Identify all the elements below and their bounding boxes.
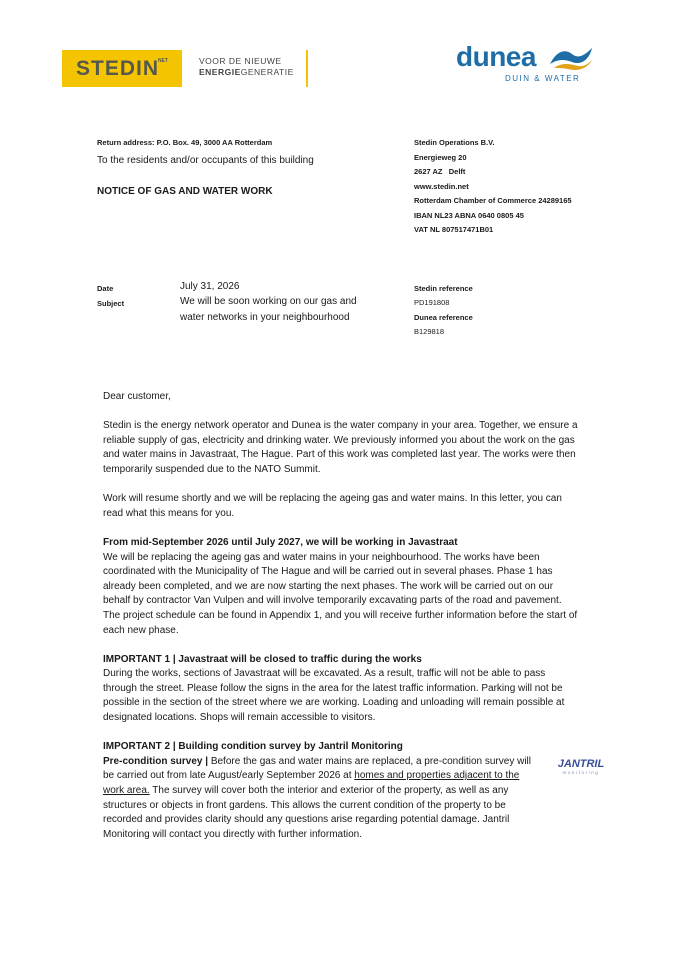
dunea-wave-icon bbox=[548, 42, 594, 72]
adjacent-properties-text: homes and properties adjacent to the work area. bbox=[103, 770, 520, 797]
subject-label: Subject bbox=[97, 299, 125, 308]
stedin-logo-suffix: NET bbox=[158, 58, 168, 64]
section-1-text: We will be replacing the ageing gas and water mains in your neighbourhood. The works have been coordinated with the Municipality of The Hague and will be carried out in several phases. Phase 1 has already been completed, and we are now starting the next phases. The work will be carried out on our behalf by contractor Van Vulpen and will involve temporarily excavating parts of the road and pavement. The project schedule can be found in Appendix 1, and you will receive further information before the start of each new phase. bbox=[103, 551, 578, 636]
date-label: Date bbox=[97, 284, 114, 293]
resume-paragraph: Work will resume shortly and we will be replacing the ageing gas and water mains. In this letter, you can read what this means for you. bbox=[103, 493, 562, 519]
dunea-logo-word: dunea bbox=[456, 41, 536, 72]
greeting: Dear customer, bbox=[103, 391, 171, 402]
addressee: To the residents and/or occupants of this building bbox=[97, 155, 314, 166]
stedin-tagline bbox=[199, 56, 294, 78]
sender-vat: VAT NL 807517471B01 bbox=[414, 225, 494, 234]
jantril-logo-word: JANTRIL bbox=[557, 758, 605, 770]
section-3-lead: Pre-condition survey | bbox=[103, 755, 209, 767]
jantril-logo-sub: monitoring bbox=[562, 770, 600, 775]
section-3-text: Pre-condition survey | Before the gas and water mains are replaced, a pre-condition survey will be carried out from late August/early September 2026 at homes and properties adjacent to the work area. The survey will cover both the interior and exterior of the property, as well as any structures or objects in front gardens. This allows the current condition of the property to be recorded and provides clarity should any questions arise regarding potential damage. Jantril Monitoring will contact you directly with further information. bbox=[103, 755, 531, 840]
dunea-reference-value: B129818 bbox=[414, 327, 445, 336]
sender-website: www.stedin.net bbox=[414, 182, 469, 191]
stedin-logo bbox=[62, 50, 182, 87]
notice-title: NOTICE OF GAS AND WATER WORK bbox=[97, 186, 273, 197]
stedin-reference-label: Stedin reference bbox=[414, 284, 473, 293]
stedin-divider bbox=[306, 50, 308, 87]
sender-street: Energieweg 20 bbox=[414, 153, 467, 162]
stedin-reference-value: PD191808 bbox=[414, 298, 450, 307]
intro-paragraph: Stedin is the energy network operator and Dunea is the water company in your area. Together, we ensure a reliable supply of gas, electricity and drinking water. We previously informed you about the work on the gas and water mains in Javastraat, The Hague. Part of this work was completed last year. The works were then temporarily suspended due to the NATO Summit. bbox=[103, 420, 578, 475]
sender-iban: IBAN NL23 ABNA 0640 0805 45 bbox=[414, 211, 524, 220]
stedin-logo-word: STEDIN bbox=[76, 57, 160, 80]
subject-line-1: We will be soon working on our gas and bbox=[180, 296, 357, 307]
return-address: Return address: P.O. Box. 49, 3000 AA Rotterdam bbox=[97, 138, 273, 147]
sender-name: Stedin Operations B.V. bbox=[414, 138, 495, 147]
sender-city: 2627 AZ Delft bbox=[414, 167, 466, 176]
stedin-tagline-line1: VOOR DE NIEUWE bbox=[199, 56, 282, 66]
section-1-heading: From mid-September 2026 until July 2027, we will be working in Javastraat bbox=[103, 536, 458, 548]
dunea-reference-label: Dunea reference bbox=[414, 313, 473, 322]
subject-line-2: water networks in your neighbourhood bbox=[180, 312, 350, 323]
stedin-tagline-line2: ENERGIEGENERATIE bbox=[199, 67, 294, 77]
letter-body bbox=[103, 390, 581, 857]
jantril-logo bbox=[544, 756, 618, 776]
section-2-heading: IMPORTANT 1 | Javastraat will be closed to traffic during the works bbox=[103, 653, 422, 665]
dunea-logo-sub: DUIN & WATER bbox=[505, 74, 581, 83]
date-value: July 31, 2026 bbox=[180, 281, 240, 292]
section-2-text: During the works, sections of Javastraat will be excavated. As a result, traffic will not be able to pass through the street. Please follow the signs in the area for the latest traffic information. Parking will not be possible in the section of the street where we are working. Loading and unloading will remain possible at designated locations. Shops will remain accessible to visitors. bbox=[103, 668, 565, 724]
sender-coc: Rotterdam Chamber of Commerce 24289165 bbox=[414, 196, 572, 205]
section-3-heading: IMPORTANT 2 | Building condition survey by Jantril Monitoring bbox=[103, 741, 403, 753]
